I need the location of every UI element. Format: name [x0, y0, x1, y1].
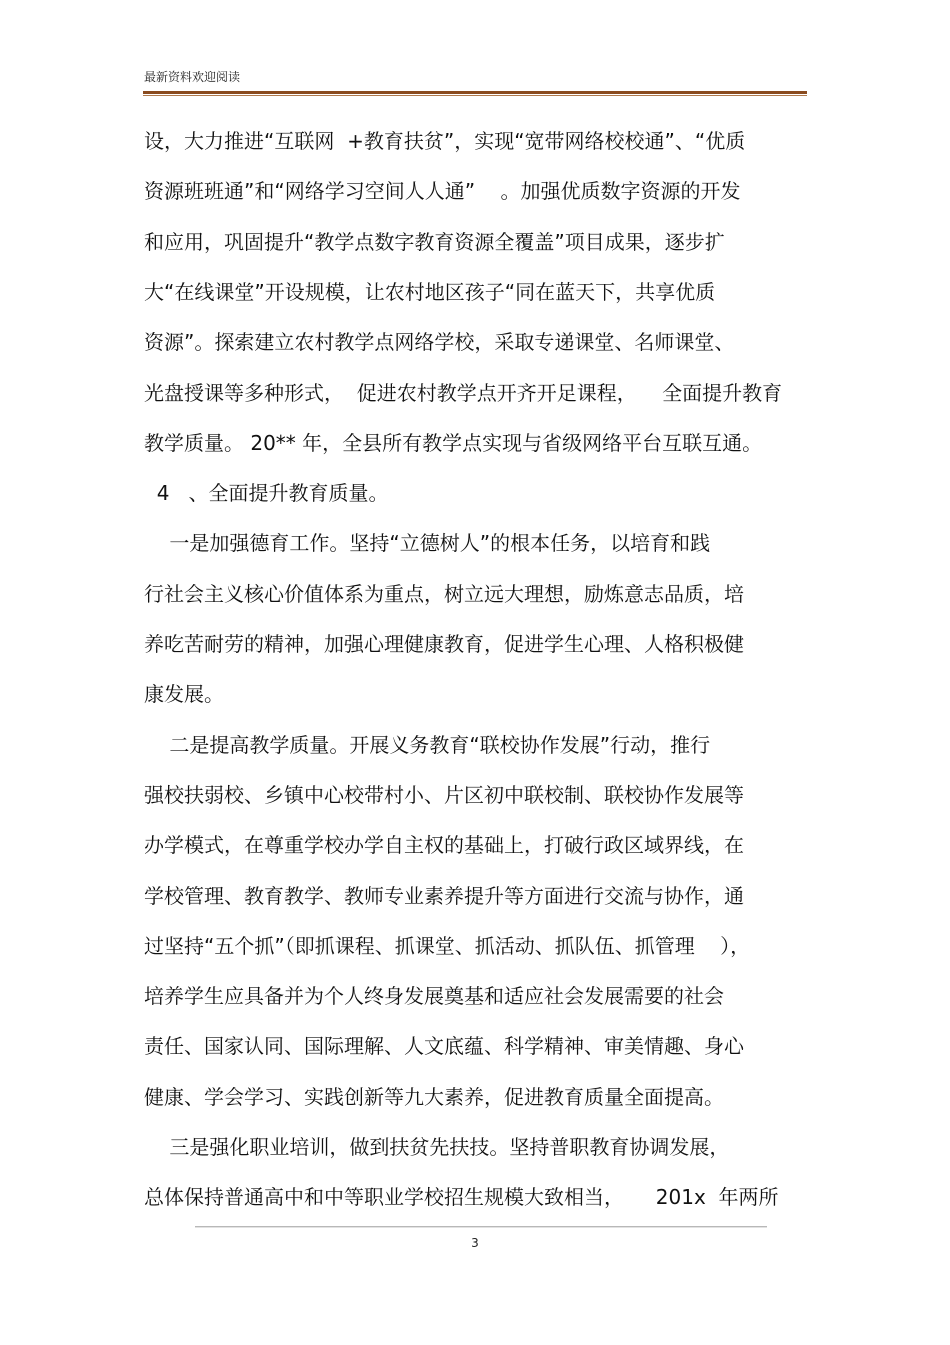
text-line: 办学模式，在尊重学校办学自主权的基础上，打破行政区域界线，在 — [144, 833, 744, 858]
text-line: 教学质量。 20** 年，全县所有教学点实现与省级网络平台互联互通。 — [144, 430, 763, 455]
text-line: 养吃苦耐劳的精神，加强心理健康教育，促进学生心理、人格积极健 — [144, 632, 744, 656]
text-line: 一是加强德育工作。坚持“立德树人”的根本任务，以培育和践 — [144, 531, 711, 556]
text-line: 强校扶弱校、乡镇中心校带村小、片区初中联校制、联校协作发展等 — [144, 782, 744, 807]
text-line: 康发展。 — [144, 682, 224, 707]
text-line: 三是强化职业培训，做到扶贫先扶技。坚持普职教育协调发展， — [144, 1135, 730, 1159]
text-line: 设，大力推进“互联网 +教育扶贫”，实现“宽带网络校校通”、“优质 — [144, 129, 746, 153]
text-line: 行社会主义核心价值体系为重点，树立远大理想，励炼意志品质，培 — [144, 581, 744, 606]
page-number: 3 — [471, 1236, 479, 1250]
text-line: 过坚持“五个抓”（即抓课程、抓课堂、抓活动、抓队伍、抓管理 ）， — [144, 933, 751, 958]
text-line: 健康、学会学习、实践创新等九大素养，促进教育质量全面提高。 — [144, 1084, 724, 1109]
text-line: 大“在线课堂”开设规模，让农村地区孩子“同在蓝天下，共享优质 — [144, 279, 716, 304]
running-header: 最新资料欢迎阅读 — [144, 70, 241, 84]
text-line: 光盘授课等多种形式， 促进农村教学点开齐开足课程， 全面提升教育 — [144, 380, 783, 405]
text-line: 培养学生应具备并为个人终身发展奠基和适应社会发展需要的社会 — [144, 984, 724, 1009]
text-line: 资源班班通”和“网络学习空间人人通” 。加强优质数字资源的开发 — [144, 179, 741, 204]
text-line: 4 、全面提升教育质量。 — [144, 481, 389, 506]
footer-rule — [195, 1226, 767, 1229]
text-line: 责任、国家认同、国际理解、人文底蕴、科学精神、审美情趣、身心 — [144, 1034, 744, 1059]
text-line: 和应用，巩固提升“教学点数字教育资源全覆盖”项目成果，逐步扩 — [144, 229, 725, 254]
text-line: 学校管理、教育教学、教师专业素养提升等方面进行交流与协作，通 — [144, 883, 744, 908]
text-line: 总体保持普通高中和中等职业学校招生规模大致相当， 201x 年两所 — [144, 1185, 779, 1210]
text-line: 二是提高教学质量。开展义务教育“联校协作发展”行动，推行 — [144, 732, 711, 757]
header-rule — [143, 91, 807, 97]
text-line: 资源”。探索建立农村教学点网络学校，采取专递课堂、名师课堂、 — [144, 330, 735, 355]
